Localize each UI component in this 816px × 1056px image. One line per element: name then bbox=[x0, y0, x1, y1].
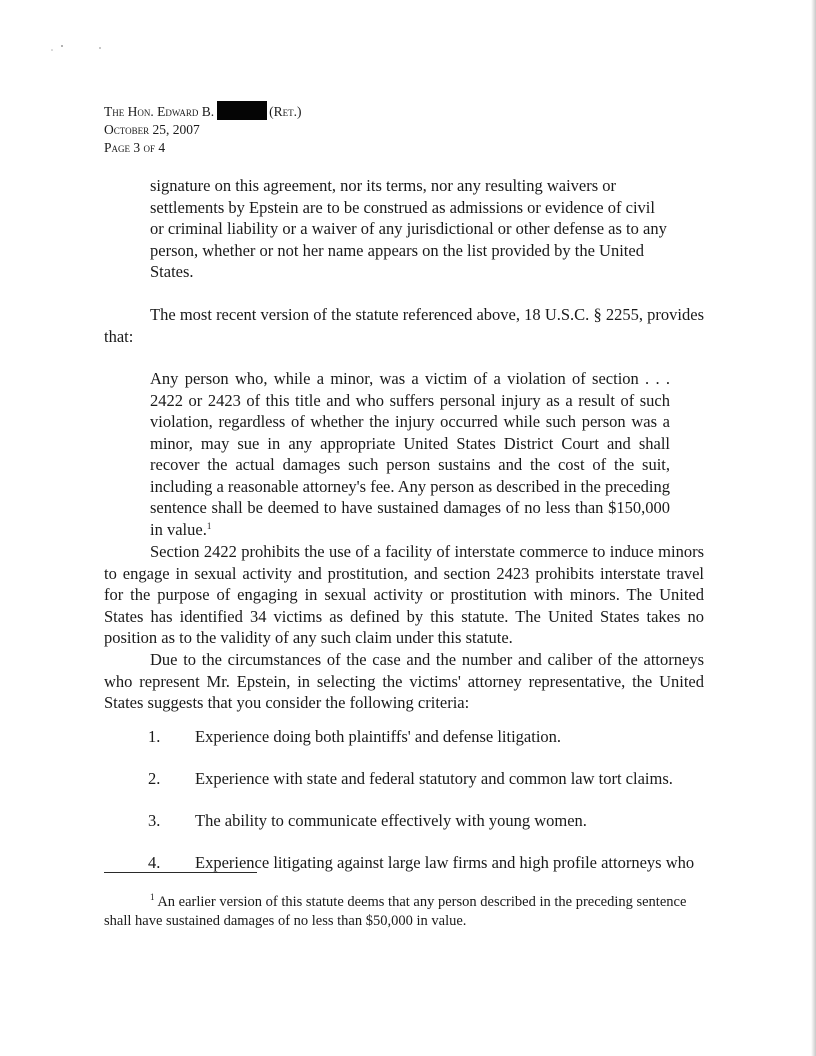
list-item-text: The ability to communicate effectively with young women. bbox=[195, 811, 587, 830]
footnote-divider bbox=[104, 872, 257, 873]
footnote bbox=[104, 893, 694, 931]
scan-specks bbox=[48, 36, 108, 56]
statute-intro-text: The most recent version of the statute referenced above, 18 U.S.C. § 2255, provides that: bbox=[104, 305, 704, 346]
page-edge-shadow bbox=[811, 0, 816, 1056]
footnote-number: 1 bbox=[150, 892, 155, 902]
list-item-number: 2. bbox=[148, 769, 161, 788]
footnote-reference: 1 bbox=[206, 520, 212, 531]
list-item bbox=[148, 726, 708, 748]
header-date: October 25, 2007 bbox=[104, 122, 200, 137]
list-item bbox=[148, 810, 708, 832]
carryover-paragraph: signature on this agreement, nor its terms, nor any resulting waivers or settlements by Epstein are to be construed as admissions or evidence of civil or criminal liability or a waiver of any jurisdictional or other defense as to any person, whether or not her name appears on the list provided by the United States. bbox=[150, 176, 667, 281]
list-item-text: Experience with state and federal statutory and common law tort claims. bbox=[195, 769, 673, 788]
list-item bbox=[148, 852, 708, 874]
letter-header bbox=[104, 101, 302, 157]
header-page-number: Page 3 of 4 bbox=[104, 140, 166, 155]
statute-intro-paragraph bbox=[104, 304, 704, 347]
addressee-name: The Hon. Edward B. bbox=[104, 104, 215, 119]
criteria-intro-paragraph bbox=[104, 649, 704, 714]
criteria-intro-text: Due to the circumstances of the case and the number and caliber of the attorneys who represent Mr. Epstein, in selecting the victims' attorney representative, the United States suggests that you consider the following criteria: bbox=[104, 650, 704, 712]
section-paragraph-text: Section 2422 prohibits the use of a facility of interstate commerce to induce minors to engage in sexual activity and prostitution, and section 2423 prohibits interstate travel for the purpose of engaging in sexual activity or prostitution with minors. The United States has identified 34 victims as defined by this statute. The United States takes no position as to the validity of any such claim under this statute. bbox=[104, 542, 704, 647]
footnote-text: An earlier version of this statute deems that any person described in the preceding sentence shall have sustained damages of no less than $50,000 in value. bbox=[104, 894, 687, 929]
list-item-text: Experience litigating against large law firms and high profile attorneys who bbox=[195, 853, 695, 872]
list-item-number: 3. bbox=[148, 811, 161, 830]
list-item-number: 1. bbox=[148, 727, 161, 746]
redaction-bar bbox=[217, 101, 267, 120]
list-item-text: Experience doing both plaintiffs' and defense litigation. bbox=[195, 727, 562, 746]
section-paragraph bbox=[104, 541, 704, 649]
statute-quote bbox=[150, 368, 670, 540]
addressee-suffix: (Ret.) bbox=[269, 104, 302, 119]
header-addressee bbox=[104, 101, 302, 121]
list-item-number: 4. bbox=[148, 853, 161, 872]
statute-quote-text: Any person who, while a minor, was a victim of a violation of section . . . 2422 or 2423 of this title and who suffers personal injury as a result of such violation, regardless of whether the injury occurred while such person was a minor, may sue in any appropriate United States District Court and shall recover the actual damages such person sustains and the cost of the suit, including a reasonable attorney's fee. Any person as described in the preceding sentence shall be deemed to have sustained damages of no less than $150,000 in value. bbox=[150, 369, 670, 539]
list-item bbox=[148, 768, 708, 790]
